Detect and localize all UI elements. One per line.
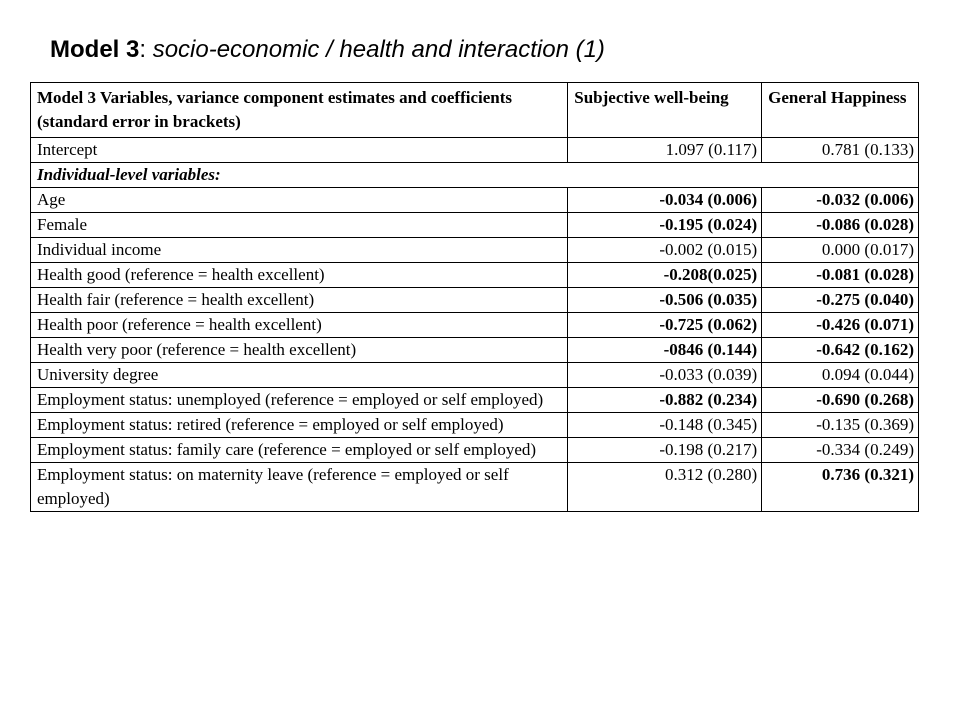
row-label: Employment status: unemployed (reference = employed or self employed) bbox=[31, 388, 568, 413]
row-label: Intercept bbox=[31, 138, 568, 163]
swb-value: 0.312 (0.280) bbox=[568, 463, 762, 512]
gh-value: 0.781 (0.133) bbox=[762, 138, 919, 163]
row-label: Health poor (reference = health excellent) bbox=[31, 313, 568, 338]
table-row bbox=[31, 388, 919, 413]
swb-value: -0.195 (0.024) bbox=[568, 213, 762, 238]
gh-value: 0.000 (0.017) bbox=[762, 238, 919, 263]
row-label: University degree bbox=[31, 363, 568, 388]
table-row bbox=[31, 263, 919, 288]
header-row bbox=[31, 83, 919, 138]
swb-value: -0.506 (0.035) bbox=[568, 288, 762, 313]
swb-value: -0.882 (0.234) bbox=[568, 388, 762, 413]
title-subtitle: socio-economic / health and interaction (1) bbox=[152, 36, 605, 63]
row-label: Employment status: on maternity leave (reference = employed or self employed) bbox=[31, 463, 568, 512]
table-row bbox=[31, 213, 919, 238]
gh-value: -0.032 (0.006) bbox=[762, 188, 919, 213]
gh-value: 0.736 (0.321) bbox=[762, 463, 919, 512]
gh-value: -0.690 (0.268) bbox=[762, 388, 919, 413]
table-row bbox=[31, 313, 919, 338]
table-row bbox=[31, 463, 919, 512]
swb-value: -0.148 (0.345) bbox=[568, 413, 762, 438]
row-label: Health good (reference = health excellent) bbox=[31, 263, 568, 288]
gh-value: -0.086 (0.028) bbox=[762, 213, 919, 238]
swb-value: -0.033 (0.039) bbox=[568, 363, 762, 388]
swb-value: -0846 (0.144) bbox=[568, 338, 762, 363]
slide-title bbox=[50, 34, 605, 66]
swb-value: -0.725 (0.062) bbox=[568, 313, 762, 338]
swb-value: 1.097 (0.117) bbox=[568, 138, 762, 163]
row-label: Individual income bbox=[31, 238, 568, 263]
gh-value: -0.426 (0.071) bbox=[762, 313, 919, 338]
table-row bbox=[31, 363, 919, 388]
gh-value: -0.275 (0.040) bbox=[762, 288, 919, 313]
table-row bbox=[31, 413, 919, 438]
swb-value: -0.034 (0.006) bbox=[568, 188, 762, 213]
row-label: Female bbox=[31, 213, 568, 238]
results-table bbox=[30, 82, 919, 512]
swb-value: -0.208(0.025) bbox=[568, 263, 762, 288]
gh-value: -0.642 (0.162) bbox=[762, 338, 919, 363]
table-row bbox=[31, 238, 919, 263]
gh-value: 0.094 (0.044) bbox=[762, 363, 919, 388]
header-variables: Model 3 Variables, variance component estimates and coefficients (standard error in brackets) bbox=[31, 83, 568, 138]
table-row bbox=[31, 288, 919, 313]
table-row-intercept bbox=[31, 138, 919, 163]
row-label: Employment status: family care (reference = employed or self employed) bbox=[31, 438, 568, 463]
gh-value: -0.081 (0.028) bbox=[762, 263, 919, 288]
table-row bbox=[31, 338, 919, 363]
header-subjective-well-being: Subjective well-being bbox=[568, 83, 762, 138]
table-row bbox=[31, 188, 919, 213]
gh-value: -0.334 (0.249) bbox=[762, 438, 919, 463]
swb-value: -0.002 (0.015) bbox=[568, 238, 762, 263]
section-row bbox=[31, 163, 919, 188]
title-model-label: Model 3 bbox=[50, 36, 140, 63]
header-general-happiness: General Happiness bbox=[762, 83, 919, 138]
row-label: Health fair (reference = health excellent) bbox=[31, 288, 568, 313]
swb-value: -0.198 (0.217) bbox=[568, 438, 762, 463]
row-label: Age bbox=[31, 188, 568, 213]
title-colon: : bbox=[139, 36, 153, 63]
row-label: Health very poor (reference = health excellent) bbox=[31, 338, 568, 363]
table-row bbox=[31, 438, 919, 463]
gh-value: -0.135 (0.369) bbox=[762, 413, 919, 438]
section-label: Individual-level variables: bbox=[31, 163, 919, 188]
row-label: Employment status: retired (reference = employed or self employed) bbox=[31, 413, 568, 438]
